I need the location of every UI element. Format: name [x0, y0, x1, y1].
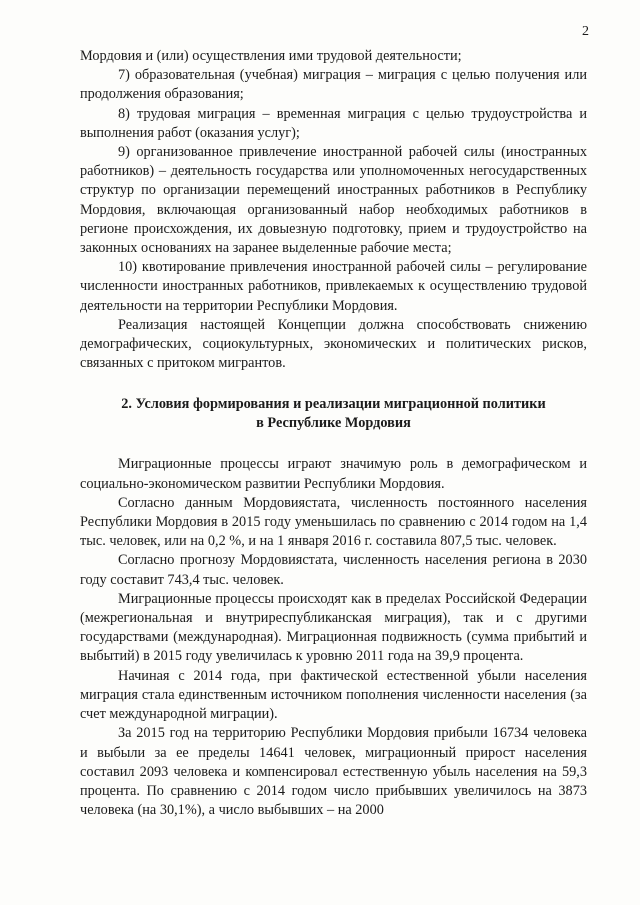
paragraph: 9) организованное привлечение иностранной рабочей силы (иностранных работников) – деятельность государства или уполномоченных негосударственных структур по организации перемещений иностранных работников в Республику Мордовия, включающая организованный набор необходимых работников в регионе происхождения, их довыезную подготовку, прием и трудоустройство на законных основаниях на заранее выделенные рабочие места;	[80, 144, 587, 257]
section-heading-line: в Республике Мордовия	[256, 414, 411, 431]
paragraph: 10) квотирование привлечения иностранной рабочей силы – регулирование численности иностранных работников, привлекаемых к осуществлению трудовой деятельности на территории Республики Мордовия.	[80, 259, 587, 314]
document-body	[80, 47, 587, 820]
paragraph: 7) образовательная (учебная) миграция – миграция с целью получения или продолжения образования;	[80, 67, 587, 103]
paragraph: Согласно прогнозу Мордовиястата, численность населения региона в 2030 году составит 743,4 тыс. человек.	[80, 552, 587, 588]
page-number: 2	[582, 24, 589, 39]
paragraph: 8) трудовая миграция – временная миграция с целью трудоустройства и выполнения работ (оказания услуг);	[80, 105, 587, 141]
paragraph: Начиная с 2014 года, при фактической естественной убыли населения миграция стала единственным источником пополнения численности населения (за счет международной миграции).	[80, 667, 587, 723]
paragraph: Реализация настоящей Концепции должна способствовать снижению демографических, социокультурных, экономических и политических рисков, связанных с притоком мигрантов.	[80, 316, 587, 372]
paragraph: Согласно данным Мордовиястата, численность постоянного населения Республики Мордовия в 2015 году уменьшилась по сравнению с 2014 годом на 1,4 тыс. человек, или на 0,2 %, и на 1 января 2016 г. составила 807,5 тыс. человек.	[80, 494, 587, 550]
paragraph: Миграционные процессы происходят как в пределах Российской Федерации (межрегиональная и внутриреспубликанская миграция), так и с другими государствами (международная). Миграционная подвижность (сумма прибытий и выбытий) в 2015 году увеличилась к уровню 2011 года на 39,9 процента.	[80, 590, 587, 665]
section-heading-line: 2. Условия формирования и реализации миграционной политики	[121, 396, 546, 413]
section-heading	[80, 395, 587, 432]
paragraph: Мордовия и (или) осуществления ими трудовой деятельности;	[80, 48, 462, 64]
paragraph: Миграционные процессы играют значимую роль в демографическом и социально-экономическом развитии Республики Мордовия.	[80, 456, 587, 492]
paragraph: За 2015 год на территорию Республики Мордовия прибыли 16734 человека и выбыли за ее пределы 14641 человек, миграционный прирост населения составил 2093 человека и компенсировал естественную убыль населения на 59,3 процента. По сравнению с 2014 годом число прибывших увеличилось на 3873 человека (на 30,1%), а число выбывших – на 2000	[80, 725, 587, 819]
